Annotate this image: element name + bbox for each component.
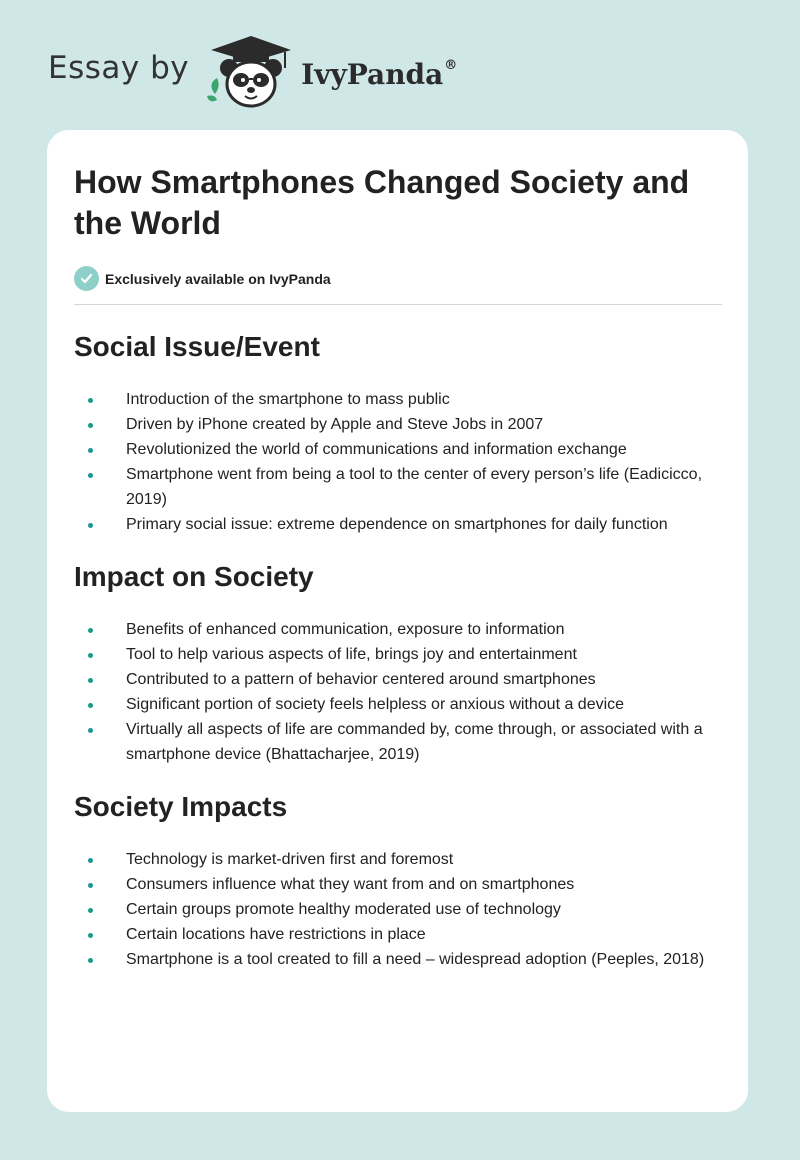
bullet-dot-icon [88, 958, 93, 963]
bullet-dot-icon [88, 678, 93, 683]
bullet-dot-icon [88, 933, 93, 938]
bullet-dot-icon [88, 728, 93, 733]
list-item: Technology is market-driven first and foremost [74, 847, 726, 872]
exclusive-label: Exclusively available on IvyPanda [105, 270, 331, 287]
bullet-dot-icon [88, 653, 93, 658]
bullet-dot-icon [88, 628, 93, 633]
list-item: Contributed to a pattern of behavior centered around smartphones [74, 667, 726, 692]
list-item: Tool to help various aspects of life, brings joy and entertainment [74, 642, 726, 667]
list-item: Virtually all aspects of life are commanded by, come through, or associated with a smartphone device (Bhattacharjee, 2019) [74, 717, 726, 767]
list-item: Smartphone is a tool created to fill a need – widespread adoption (Peeples, 2018) [74, 947, 726, 972]
exclusive-badge [74, 266, 722, 291]
bullet-dot-icon [88, 398, 93, 403]
divider [74, 304, 722, 305]
bullet-dot-icon [88, 908, 93, 913]
section-heading: Impact on Society [74, 561, 314, 592]
list-item: Driven by iPhone created by Apple and Steve Jobs in 2007 [74, 412, 726, 437]
list-item: Consumers influence what they want from and on smartphones [74, 872, 726, 897]
list-item: Primary social issue: extreme dependence on smartphones for daily function [74, 512, 726, 537]
brand-name: IvyPanda® [301, 57, 458, 91]
section-heading: Social Issue/Event [74, 331, 320, 362]
bullet-dot-icon [88, 523, 93, 528]
bullet-dot-icon [88, 858, 93, 863]
bullet-dot-icon [88, 448, 93, 453]
bullet-list [74, 847, 722, 972]
bullet-dot-icon [88, 703, 93, 708]
list-item: Certain groups promote healthy moderated use of technology [74, 897, 726, 922]
brand-prefix: Essay by [48, 50, 190, 86]
list-item: Certain locations have restrictions in place [74, 922, 726, 947]
section-heading: Society Impacts [74, 791, 288, 822]
bullet-dot-icon [88, 473, 93, 478]
page-title: How Smartphones Changed Society and the World [74, 164, 690, 241]
check-circle-icon [74, 266, 99, 291]
panda-graduate-logo-icon [205, 34, 297, 110]
bullet-list [74, 387, 722, 537]
bullet-dot-icon [88, 423, 93, 428]
list-item: Introduction of the smartphone to mass public [74, 387, 726, 412]
list-item: Benefits of enhanced communication, exposure to information [74, 617, 726, 642]
list-item: Revolutionized the world of communications and information exchange [74, 437, 726, 462]
list-item: Smartphone went from being a tool to the center of every person’s life (Eadicicco, 2019) [74, 462, 726, 512]
bullet-list [74, 617, 722, 767]
list-item: Significant portion of society feels helpless or anxious without a device [74, 692, 726, 717]
brand-header [48, 34, 457, 110]
document-card [47, 130, 748, 1112]
bullet-dot-icon [88, 883, 93, 888]
